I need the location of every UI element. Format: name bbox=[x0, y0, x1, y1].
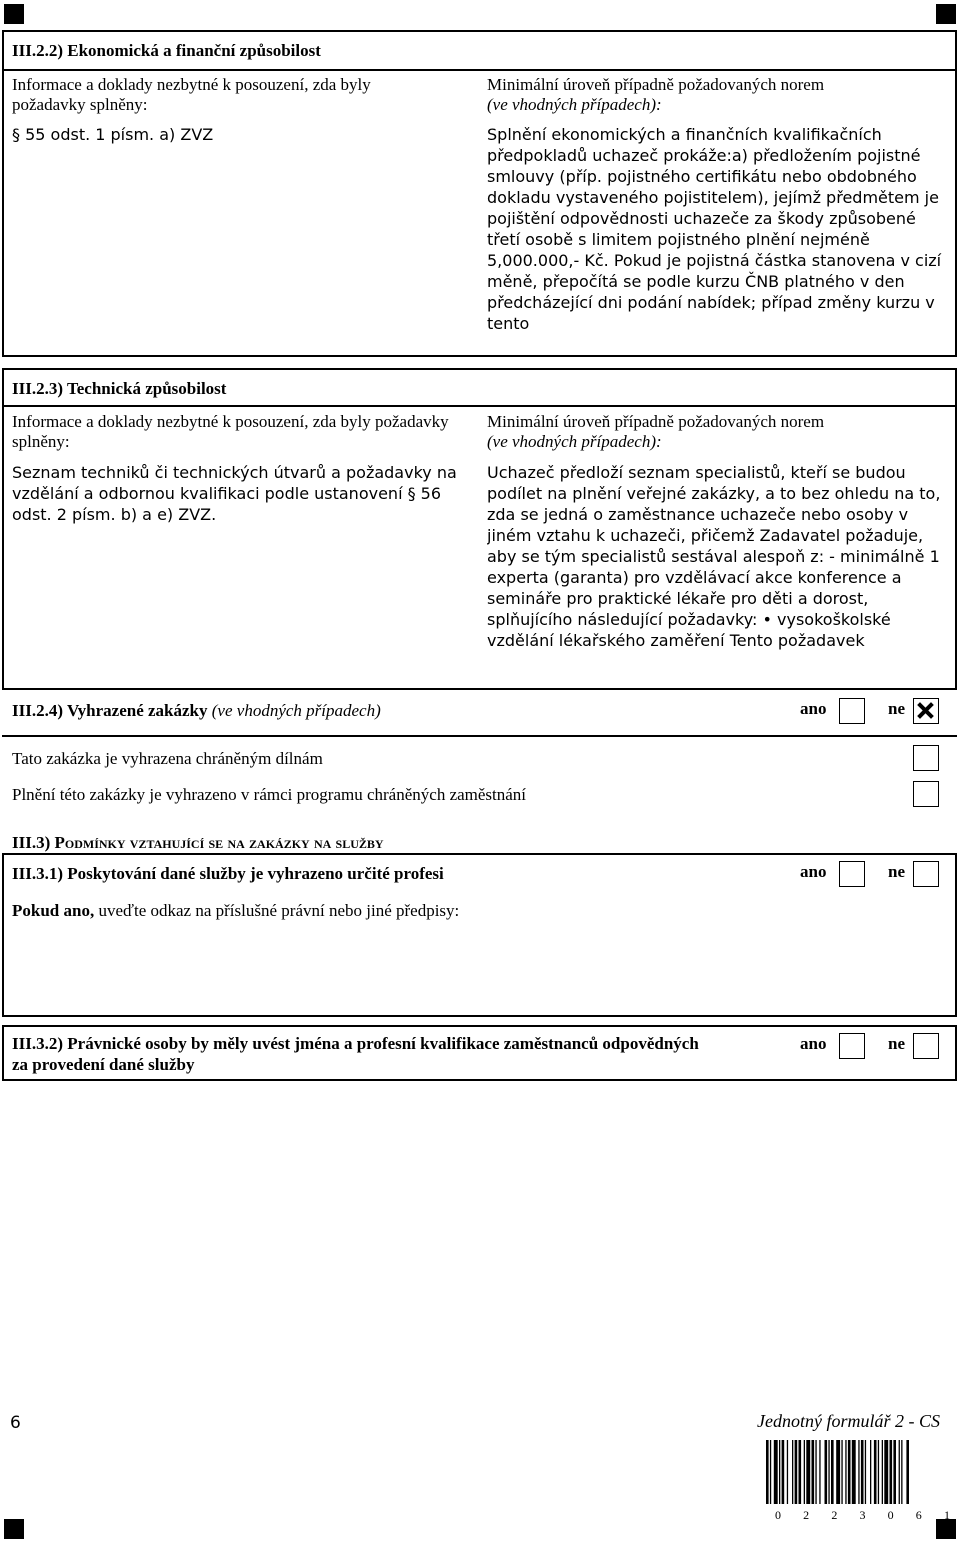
technical-right-label-italic: (ve vhodných případech): bbox=[487, 432, 662, 451]
heading-reserved-profession: III.3.1) Poskytování dané služby je vyhrazeno určité profesi bbox=[12, 864, 444, 883]
economic-right-label-italic: (ve vhodných případech): bbox=[487, 95, 662, 114]
technical-left-value: Seznam techniků či technických útvarů a požadavky na vzdělání a odbornou kvalifikaci podle ustanovení § 56 odst. 2 písm. b) a e) ZVZ. bbox=[12, 463, 457, 524]
economic-left-value: § 55 odst. 1 písm. a) ZVZ bbox=[12, 125, 214, 144]
reserved-row-sheltered-employment: Plnění této zakázky je vyhrazeno v rámci programu chráněných zaměstnání bbox=[12, 785, 527, 804]
registration-marker-bottom-left bbox=[4, 1519, 24, 1539]
reserved-ano-checkbox[interactable] bbox=[839, 698, 865, 724]
economic-requirements-text: Splnění ekonomických a finančních kvalifikačních předpokladů uchazeč prokáže:a) předložením pojistné smlouvy (příp. pojistného certifikátu nebo obdobného dokladu vystaveného pojistitelem), jejímž předmětem je pojištění odpovědnosti uchazeče za škody způsobené třetí osobě s limitem pojistného plnění nejméně 5,000.000,- Kč. Pokud je pojistná částka stanovena v cizí měně, přepočítá se podle kurzu ČNB platného v den předcházející dni podání nabídek; případ změny kurzu v tento bbox=[487, 125, 942, 333]
barcode-digit: 6 bbox=[915, 1508, 922, 1522]
economic-left-label: Informace a doklady nezbytné k posouzení, zda byly požadavky splněny: bbox=[12, 75, 371, 114]
barcode-digit: 0 bbox=[775, 1508, 781, 1522]
technical-left-label: Informace a doklady nezbytné k posouzení, zda byly požadavky splněny: bbox=[12, 412, 449, 451]
profession-prompt-bold: Pokud ano, bbox=[12, 901, 95, 920]
barcode-digit: 2 bbox=[831, 1508, 838, 1522]
registration-marker-top-left bbox=[4, 4, 24, 24]
staff-ano-label: ano bbox=[800, 1034, 827, 1053]
reserved-ne-checkbox[interactable] bbox=[913, 698, 939, 724]
profession-ano-label: ano bbox=[800, 862, 827, 881]
staff-ne-checkbox[interactable] bbox=[913, 1033, 939, 1059]
reserved-ano-label: ano bbox=[800, 699, 827, 718]
profession-ne-label: ne bbox=[888, 862, 905, 881]
reserved-heading-text: III.2.4) Vyhrazené zakázky bbox=[12, 701, 208, 720]
reserved-heading-italic: (ve vhodných případech) bbox=[211, 701, 381, 720]
heading-staff-qualifications: III.3.2) Právnické osoby by měly uvést jména a profesní kvalifikace zaměstnanců odpovědných za provedení dané služby bbox=[12, 1034, 699, 1074]
form-name: Jednotný formulář 2 - CS bbox=[757, 1411, 940, 1431]
profession-ne-checkbox[interactable] bbox=[913, 861, 939, 887]
cross-mark-icon bbox=[914, 699, 937, 722]
barcode-digit: 3 bbox=[859, 1508, 866, 1522]
barcode-digits bbox=[775, 1508, 950, 1523]
barcode bbox=[762, 1440, 952, 1510]
reserved-ne-label: ne bbox=[888, 699, 905, 718]
staff-ano-checkbox[interactable] bbox=[839, 1033, 865, 1059]
heading-economic-capacity: III.2.2) Ekonomická a finanční způsobilost bbox=[12, 41, 321, 60]
profession-ano-checkbox[interactable] bbox=[839, 861, 865, 887]
heading-technical-capacity: III.2.3) Technická způsobilost bbox=[12, 379, 227, 398]
profession-prompt-rest: uveďte odkaz na příslušné právní nebo jiné předpisy: bbox=[98, 901, 460, 920]
sheltered-employment-checkbox[interactable] bbox=[913, 781, 939, 807]
staff-ne-label: ne bbox=[888, 1034, 905, 1053]
sheltered-workshops-checkbox[interactable] bbox=[913, 745, 939, 771]
economic-right-label: Minimální úroveň případně požadovaných norem bbox=[487, 75, 825, 94]
heading-service-conditions: III.3) Podmínky vztahující se na zakázky na služby bbox=[12, 833, 384, 852]
technical-right-label: Minimální úroveň případně požadovaných norem bbox=[487, 412, 825, 431]
heading-reserved-contracts bbox=[12, 701, 381, 721]
technical-requirements-text: Uchazeč předloží seznam specialistů, kteří se budou podílet na plnění veřejné zakázky, a to bez ohledu na to, zda se jedná o zaměstnance uchazeče nebo osoby v jiném vztahu k uchazeči, přičemž Zadavatel požaduje, aby se tým specialistů sestával alespoň z: - minimálně 1 experta (garanta) pro vzdělávací akce konference a semináře pro praktické lékaře pro děti a dorost, splňujícího následující požadavky: • vysokoškolské vzdělání lékařského zaměření Tento požadavek bbox=[487, 463, 941, 650]
reserved-divider bbox=[2, 735, 957, 737]
barcode-digit: 2 bbox=[803, 1508, 810, 1522]
reserved-row-sheltered-workshops: Tato zakázka je vyhrazena chráněným dílnám bbox=[12, 749, 323, 768]
profession-reference-prompt bbox=[12, 901, 459, 921]
barcode-digit: 1 bbox=[943, 1508, 950, 1522]
registration-marker-top-right bbox=[936, 4, 956, 24]
barcode-digit: 0 bbox=[887, 1508, 894, 1522]
page-number: 6 bbox=[10, 1413, 21, 1433]
